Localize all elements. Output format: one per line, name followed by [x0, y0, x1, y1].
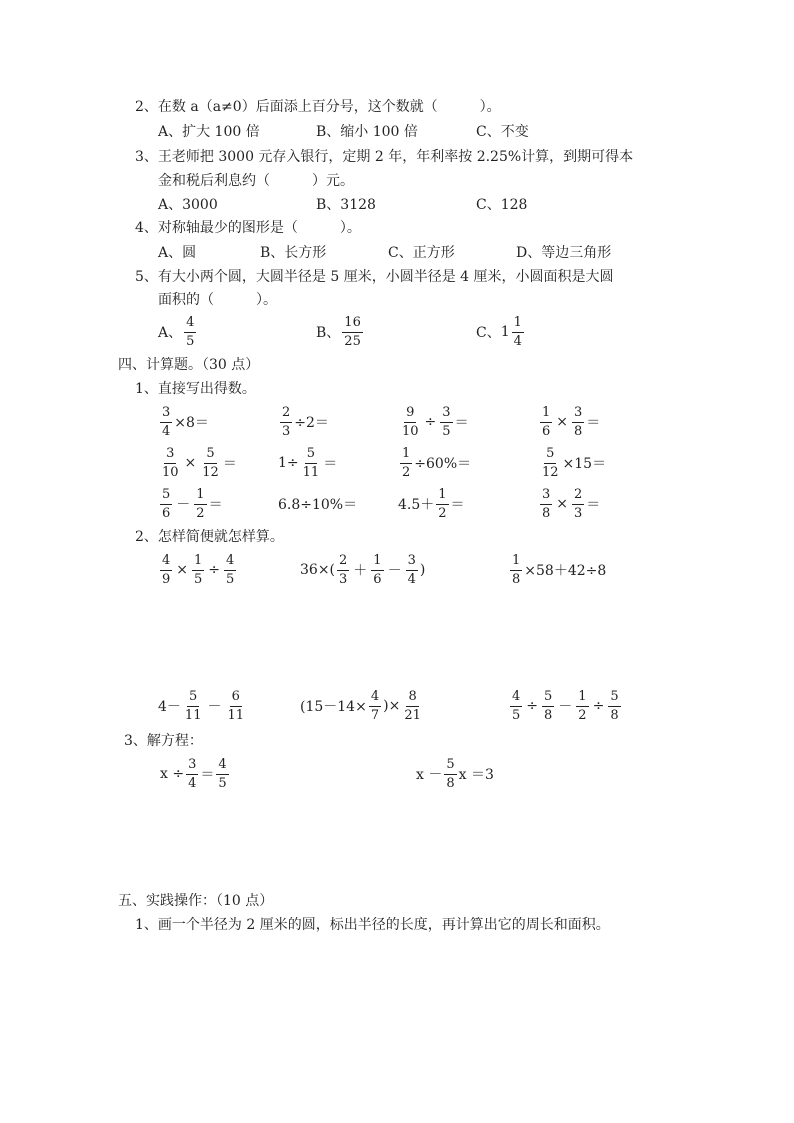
calc-r1-e4: $\frac{1}{6}$ × $\frac{3}{8}$ ＝: [542, 404, 601, 439]
question-4-option-c: C、正方形: [388, 245, 455, 261]
question-2-option-b: B、缩小 100 倍: [316, 124, 418, 140]
calc-r3-e3: 4.5＋ $\frac{1}{2}$ ＝: [398, 486, 465, 521]
question-4-stem: 4、对称轴最少的图形是（ ）。: [135, 220, 361, 236]
question-4-option-a: A、圆: [158, 245, 197, 261]
section-4-sub-1: 1、直接写出得数。: [135, 381, 256, 397]
simplify-f: $\frac{4}{5}$ ÷ $\frac{5}{8}$ － $\frac{1}{2}$ ÷ $\frac{5}{8}$: [512, 688, 619, 723]
question-3-stem-line1: 3、王老师把 3000 元存入银行，定期 2 年，年利率按 2.25%计算，到期可得本: [135, 149, 634, 165]
simplify-b: 36×( $\frac{2}{3}$ ＋ $\frac{1}{6}$ － $\frac{3}{4}$ ): [300, 552, 426, 587]
calc-r2-e1: $\frac{3}{10}$ × $\frac{5}{12}$ ＝: [162, 445, 237, 480]
equation-2: x － $\frac{5}{8}$ x ＝3: [416, 756, 494, 791]
question-5-option-a: [158, 310, 198, 354]
option-label: A、: [158, 325, 183, 341]
calc-r2-e2: 1÷ $\frac{5}{11}$ ＝: [278, 445, 338, 480]
simplify-e: (15－14× $\frac{4}{7}$ )× $\frac{8}{21}$: [300, 688, 421, 723]
calc-r3-e2: 6.8÷10%＝: [278, 497, 358, 513]
equation-1: x ÷ $\frac{3}{4}$ ＝ $\frac{4}{5}$: [160, 756, 227, 791]
simplify-d: 4－ $\frac{5}{11}$ － $\frac{6}{11}$: [158, 688, 245, 723]
question-5-stem-line2: 面积的（ ）。: [158, 292, 277, 308]
section-4-sub-3: 3、解方程：: [124, 733, 203, 749]
question-2-option-a: A、扩大 100 倍: [158, 124, 260, 140]
mixed-number: 1 $\frac{1}{4}$: [500, 314, 522, 349]
section-5-title: 五、实践操作：（10 点）: [118, 893, 274, 909]
option-label: B、: [316, 325, 341, 341]
calc-r1-e3: $\frac{9}{10}$ ÷ $\frac{3}{5}$ ＝: [402, 404, 469, 439]
calc-r1-e1: $\frac{3}{4}$ ×8＝: [162, 404, 209, 439]
calc-r2-e3: $\frac{1}{2}$ ÷60%＝: [402, 445, 472, 480]
question-4-option-d: D、等边三角形: [516, 245, 612, 261]
fraction: $\frac{16}{25}$: [344, 314, 361, 349]
calc-r3-e4: $\frac{3}{8}$ × $\frac{2}{3}$ ＝: [542, 486, 601, 521]
section-4-title: 四、计算题。（30 点）: [118, 357, 260, 373]
calc-r2-e4: $\frac{5}{12}$ ×15＝: [542, 445, 607, 480]
option-label: C、: [476, 325, 501, 341]
question-3-option-a: A、3000: [158, 197, 218, 213]
calc-r3-e1: $\frac{5}{6}$ － $\frac{1}{2}$ ＝: [162, 486, 223, 521]
question-2-option-c: C、不变: [476, 124, 529, 140]
question-5-option-b: [316, 310, 365, 354]
section-4-sub-2: 2、怎样简便就怎样算。: [135, 529, 284, 545]
question-3-stem-line2: 金和税后利息约（ ）元。: [158, 173, 354, 189]
simplify-a: $\frac{4}{9}$ × $\frac{1}{5}$ ÷ $\frac{4}{5}$: [162, 552, 235, 587]
calc-r1-e2: $\frac{2}{3}$ ÷2＝: [282, 404, 329, 439]
question-5-stem-line1: 5、有大小两个圆，大圆半径是 5 厘米，小圆半径是 4 厘米，小圆面积是大圆: [135, 269, 614, 285]
section-5-question-1: 1、画一个半径为 2 厘米的圆，标出半径的长度，再计算出它的周长和面积。: [135, 917, 610, 933]
question-4-option-b: B、长方形: [260, 245, 327, 261]
question-5-option-c: [476, 310, 526, 354]
question-3-option-b: B、3128: [316, 197, 376, 213]
fraction: $\frac{4}{5}$: [186, 314, 195, 349]
question-3-option-c: C、128: [476, 197, 528, 213]
simplify-c: $\frac{1}{8}$ ×58＋42÷8: [512, 552, 607, 587]
question-2-stem: 2、在数 a（a≠0）后面添上百分号，这个数就（ ）。: [135, 99, 501, 115]
